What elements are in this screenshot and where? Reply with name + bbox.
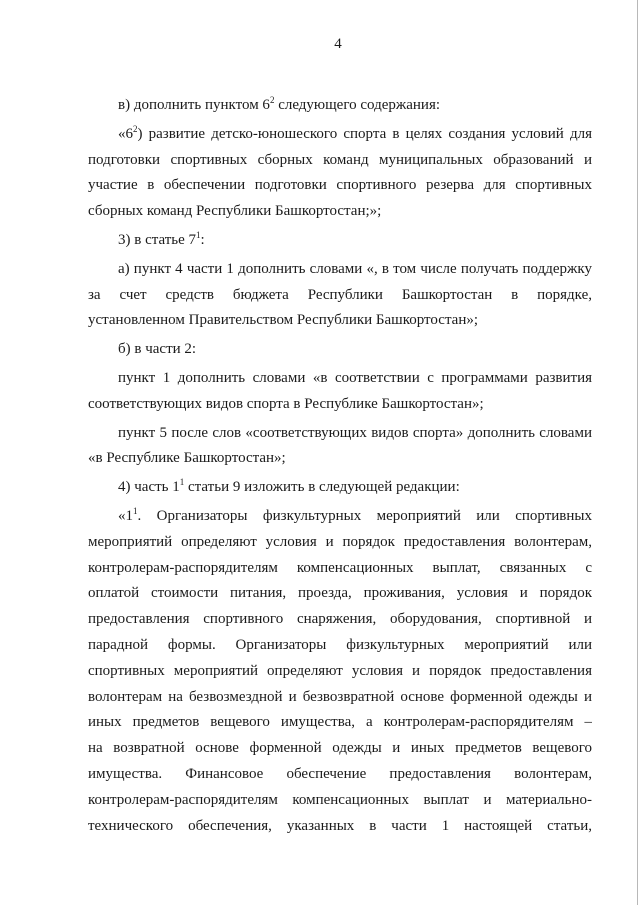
text-line: «$1^1$. Организаторы физкультурных мероприятий или спортивных — [118, 505, 592, 524]
text-line: за счет средств бюджета Республики Башкортостан в порядке, — [88, 286, 592, 303]
text-line: оплатой стоимости питания, проезда, проживания, условия и порядок — [88, 585, 592, 602]
text-line: мероприятий определяют условия и порядок предоставления волонтерам, — [88, 533, 592, 550]
text-line: «в Республике Башкортостан»; — [88, 450, 286, 467]
text-line: 3) в статье $7^1$: — [118, 229, 205, 248]
document-body — [88, 93, 592, 839]
text-line: в) дополнить пунктом $6^2$ следующего содержания: — [118, 95, 441, 113]
text-line: пункт 5 после слов «соответствующих видов спорта» дополнить словами — [118, 424, 592, 441]
text-line: соответствующих видов спорта в Республике Башкортостан»; — [88, 395, 484, 412]
text-line: иных предметов вещевого имущества, а контролерам-распорядителям – — [88, 714, 592, 731]
text-line: технического обеспечения, указанных в части 1 настоящей статьи, — [88, 817, 592, 834]
text-line: парадной формы. Организаторы физкультурных мероприятий или — [88, 636, 592, 653]
text-line: участие в обеспечении подготовки спортивного резерва для спортивных — [88, 177, 592, 194]
page-edge — [637, 0, 638, 905]
page-number: 4 — [334, 36, 342, 52]
text-line: контролерам-распорядителям компенсационных выплат и материально- — [88, 791, 592, 808]
text-line: имущества. Финансовое обеспечение предоставления волонтерам, — [88, 765, 592, 782]
text-line: волонтерам на безвозмездной и безвозвратной основе форменной одежды и — [88, 688, 592, 705]
text-line: установленном Правительством Республики Башкортостан»; — [88, 312, 479, 329]
text-line: подготовки спортивных сборных команд муниципальных образований и — [88, 151, 592, 168]
text-line: пункт 1 дополнить словами «в соответствии с программами развития — [118, 369, 592, 386]
text-line: б) в части 2: — [118, 341, 197, 358]
text-line: а) пункт 4 части 1 дополнить словами «, в том числе получать поддержку — [118, 260, 592, 277]
text-line: «$6^2$) развитие детско-юношеского спорта в целях создания условий для — [118, 123, 592, 142]
text-line: предоставления спортивного снаряжения, оборудования, спортивной и — [88, 611, 592, 628]
text-line: контролерам-распорядителям компенсационных выплат, связанных с — [88, 559, 592, 576]
text-line: 4) часть $1^1$ статьи 9 изложить в следующей редакции: — [118, 477, 460, 496]
text-line: сборных команд Республики Башкортостан;»; — [88, 203, 382, 220]
text-line: спортивных мероприятий определяют условия и порядок предоставления — [88, 662, 592, 679]
text-line: на возвратной основе форменной одежды и иных предметов вещевого — [88, 740, 592, 757]
